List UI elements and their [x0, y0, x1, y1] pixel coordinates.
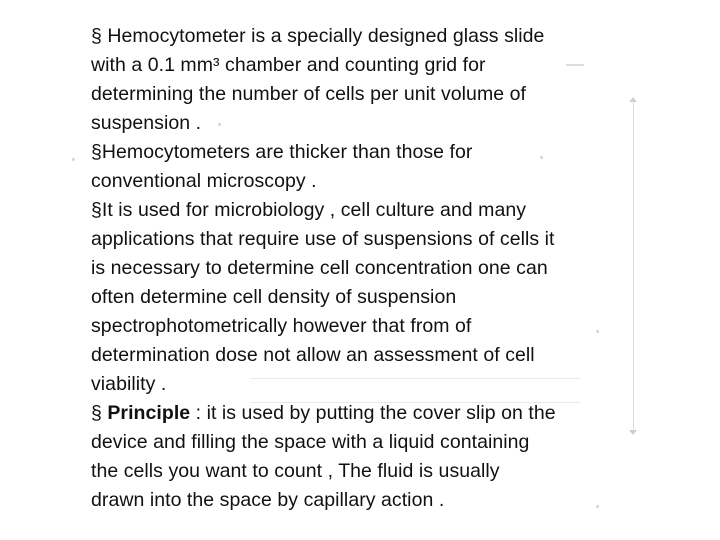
principle-line	[91, 399, 621, 428]
faint-arrow-up-icon	[629, 97, 637, 102]
text-line: §It is used for microbiology , cell culture and many	[91, 199, 527, 221]
text-line: with a 0.1 mm³ chamber and counting grid for	[91, 54, 486, 76]
text-line: the cells you want to count , The fluid is usually	[91, 460, 500, 482]
principle-text: : it is used by putting the cover slip on the	[190, 402, 556, 424]
faint-vertical-rule	[633, 102, 634, 432]
text-line: §Hemocytometers are thicker than those for	[91, 141, 473, 163]
text-line: determining the number of cells per unit volume of	[91, 83, 526, 105]
text-line: determination dose not allow an assessment of cell	[91, 344, 535, 366]
faint-arrow-down-icon	[629, 430, 637, 435]
text-line: viability .	[91, 373, 167, 395]
text-line: spectrophotometrically however that from of	[91, 315, 472, 337]
text-line: suspension .	[91, 112, 202, 134]
text-line: applications that require use of suspensions of cells it	[91, 228, 555, 250]
text-line: device and filling the space with a liquid containing	[91, 431, 530, 453]
faint-dot	[72, 158, 75, 161]
text-line: is necessary to determine cell concentration one can	[91, 257, 548, 279]
text-line: drawn into the space by capillary action .	[91, 489, 445, 511]
text-line: § Hemocytometer is a specially designed glass slide	[91, 25, 545, 47]
slide-body-text	[91, 22, 621, 515]
text-line: conventional microscopy .	[91, 170, 317, 192]
principle-label: Principle	[107, 402, 191, 424]
bullet-symbol: §	[91, 402, 108, 424]
text-line: often determine cell density of suspension	[91, 286, 457, 308]
